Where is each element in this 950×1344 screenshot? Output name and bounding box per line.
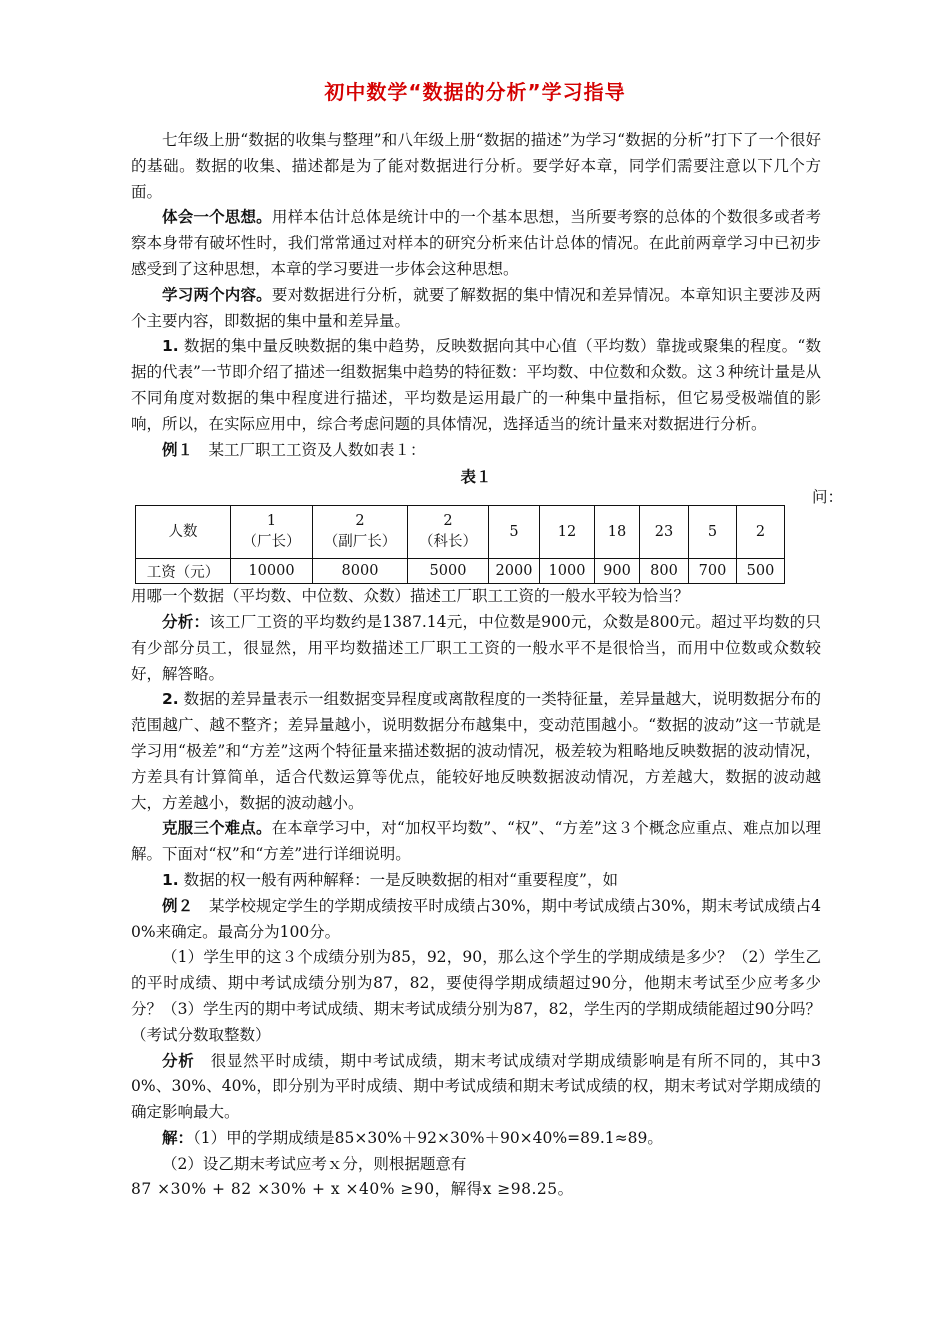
table-cell-count: 23 [640, 506, 689, 559]
table-cell-count: 5 [489, 506, 540, 559]
table-cell-count: 2 [737, 506, 785, 559]
section-difficulty-paragraph [131, 816, 821, 868]
point-weight [131, 868, 821, 894]
table-cell-count: 1 （厂长） [231, 506, 313, 559]
example-2-solution-2: （2）设乙期末考试应考ｘ分，则根据题意有 [162, 1154, 467, 1173]
table-cell-wage: 10000 [231, 559, 313, 584]
table-wrapper [131, 488, 843, 584]
section-idea-heading: 体会一个思想。 [162, 208, 272, 227]
point-central-tendency [131, 334, 821, 437]
table-cell-count: 2 （副厂长） [313, 506, 408, 559]
example-text: 某工厂职工工资及人数如表１： [208, 440, 426, 459]
example-2-solution-1 [131, 1126, 821, 1152]
analysis-label: 分析： [162, 612, 210, 631]
example-1-intro [131, 438, 821, 464]
point-number: 2. [162, 690, 179, 709]
point-number: 1. [162, 870, 179, 889]
section-content-heading: 学习两个内容。 [162, 285, 272, 304]
table-title: 表１ [460, 468, 492, 487]
table-cell-count: 12 [540, 506, 595, 559]
analysis-label: 分析 [162, 1051, 195, 1070]
question-prefix: 问： [811, 488, 843, 507]
section-idea-text: 用样本估计总体是统计中的一个基本思想，当所要考察的总体的个数很多或者考察本身带有破坏性时，我们常常通过对样本的研究分析来估计总体的情况。在此前两章学习中已初步感受到了这种思想，本章的学习要进一步体会这种思想。 [131, 208, 821, 278]
table-row-count [136, 506, 785, 559]
table-cell-wage: 700 [689, 559, 737, 584]
point-dispersion [131, 687, 821, 816]
table-cell-wage: 2000 [489, 559, 540, 584]
section-difficulty-text: 在本章学习中，对“加权平均数”、“权”、“方差”这３个概念应重点、难点加以理解。下面对“权”和“方差”进行详细说明。 [131, 819, 821, 864]
table-header-count: 人数 [136, 506, 231, 559]
table-header-wage: 工资（元） [136, 559, 231, 584]
example-label: 例１ [162, 440, 194, 459]
analysis-text: 很显然平时成绩，期中考试成绩，期末考试成绩对学期成绩影响是有所不同的，其中30%、30%、40%，即分别为平时成绩、期中考试成绩和期末考试成绩的权，期末考试对学期成绩的确定影响最大。 [131, 1051, 821, 1122]
example-2-analysis [131, 1049, 821, 1126]
table-cell-wage: 5000 [408, 559, 489, 584]
example-label: 例２ [162, 896, 194, 915]
example-2-questions: （1）学生甲的这３个成绩分别为85，92，90，那么这个学生的学期成绩是多少？（2）学生乙的平时成绩、期中考试成绩分别为87，82，要使得学期成绩超过90分，他期末考试至少应考多少分？（3）学生丙的期中考试成绩、期末考试成绩分别为87，82，学生丙的学期成绩能超过90分吗？（考试分数取整数） [131, 948, 821, 1044]
table-cell-wage: 800 [640, 559, 689, 584]
section-content-text: 要对数据进行分析，就要了解数据的集中情况和差异情况。本章知识主要涉及两个主要内容，即数据的集中量和差异量。 [131, 285, 821, 330]
analysis-text: 该工厂工资的平均数约是1387.14元，中位数是900元，众数是800元。超过平均数的只有少部分员工，很显然，用平均数描述工厂职工工资的一般水平不是很恰当，而用中位数或众数较好，解答略。 [131, 612, 821, 683]
table-cell-count: 2 （科长） [408, 506, 489, 559]
example-text: 某学校规定学生的学期成绩按平时成绩占30%，期中考试成绩占30%，期末考试成绩占40%来确定。最高分为100分。 [131, 896, 821, 941]
example-2-intro [131, 894, 821, 946]
table-cell-wage: 8000 [313, 559, 408, 584]
section-difficulty-heading: 克服三个难点。 [162, 819, 272, 838]
solution-label: 解： [162, 1128, 194, 1147]
table-row-wage [136, 559, 785, 584]
point-text: 数据的差异量表示一组数据变异程度或离散程度的一类特征量，差异量越大，说明数据分布的范围越广、越不整齐；差异量越小，说明数据分布越集中，变动范围越小。“数据的波动”这一节就是学习用“极差”和“方差”这两个特征量来描述数据的波动情况，极差较为粗略地反映数据的波动情况，方差具有计算简单，适合代数运算等优点，能较好地反映数据波动情况，方差越大，数据的波动越大，方差越小，数据的波动越小。 [131, 690, 821, 812]
table-cell-count: 5 [689, 506, 737, 559]
wage-table [135, 505, 785, 584]
table-cell-wage: 500 [737, 559, 785, 584]
section-idea-paragraph [131, 205, 821, 282]
inequality-formula: 87 ×30% + 82 ×30% + x ×40% ≥90，解得x ≥98.25。 [131, 1180, 574, 1199]
intro-paragraph: 七年级上册“数据的收集与整理”和八年级上册“数据的描述”为学习“数据的分析”打下了一个很好的基础。数据的收集、描述都是为了能对数据进行分析。要学好本章，同学们需要注意以下几个方面。 [131, 131, 821, 201]
point-text: 数据的集中量反映数据的集中趋势，反映数据向其中心值（平均数）靠拢或聚集的程度。“数据的代表”一节即介绍了描述一组数据集中趋势的特征数：平均数、中位数和众数。这３种统计量是从不同角度对数据的集中程度进行描述，平均数是运用最广的一种集中量指标，但它易受极端值的影响，所以，在实际应用中，综合考虑问题的具体情况，选择适当的统计量来对数据进行分析。 [131, 337, 821, 433]
section-content-paragraph [131, 283, 821, 335]
document-body [131, 128, 843, 1203]
table-cell-count: 18 [595, 506, 640, 559]
example-1-analysis [131, 610, 821, 687]
point-text: 数据的权一般有两种解释：一是反映数据的相对“重要程度”，如 [183, 870, 618, 889]
table-cell-wage: 900 [595, 559, 640, 584]
document-title: 初中数学“数据的分析”学习指导 [324, 80, 626, 104]
table-cell-wage: 1000 [540, 559, 595, 584]
solution-text: （1）甲的学期成绩是85×30%＋92×30%＋90×40%=89.1≈89。 [193, 1128, 663, 1147]
example-1-question: 用哪一个数据（平均数、中位数、众数）描述工厂职工工资的一般水平较为恰当？ [131, 587, 690, 606]
point-number: 1. [162, 337, 179, 356]
